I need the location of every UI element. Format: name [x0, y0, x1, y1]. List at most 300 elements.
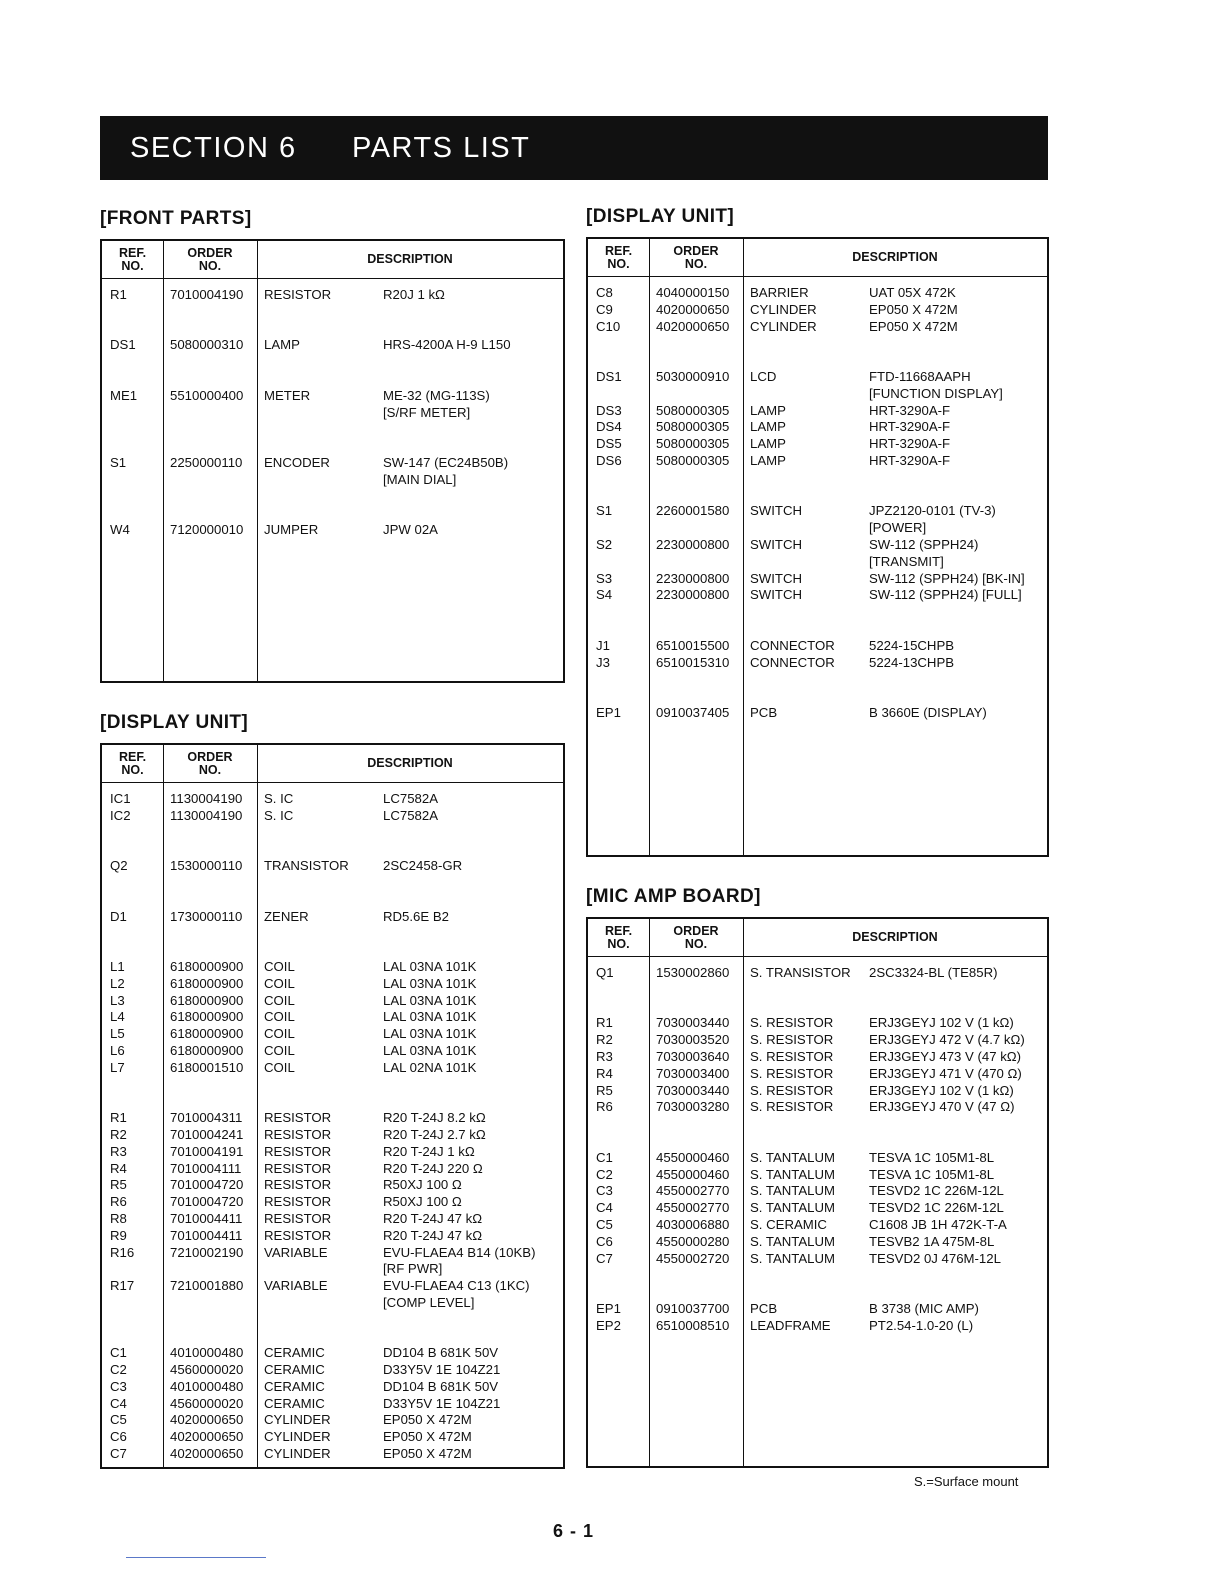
part-type-cell: S. TANTALUM [750, 1183, 835, 1199]
ref-no-cell: L4 [110, 1009, 125, 1025]
spec-cell: EP050 X 472M [383, 1412, 472, 1428]
table-row [588, 1251, 1047, 1268]
table-row [102, 1261, 563, 1278]
spec-cell: HRT-3290A-F [869, 436, 951, 452]
order-no-cell: 6180000900 [170, 992, 244, 1008]
ref-no-cell: R4 [110, 1160, 127, 1176]
spec-cell: ERJ3GEYJ 472 V (4.7 kΩ) [869, 1032, 1025, 1048]
front-parts-title: [FRONT PARTS] [100, 208, 252, 229]
table-row [588, 520, 1047, 537]
part-type-cell: PCB [750, 704, 778, 720]
ref-no-cell: C1 [110, 1345, 127, 1361]
part-type-cell: CERAMIC [264, 1362, 325, 1378]
table-row [102, 1429, 563, 1446]
order-no-cell: 5080000305 [656, 452, 730, 468]
row-spacer [588, 470, 1047, 487]
order-no-cell: 7210001880 [170, 1278, 244, 1294]
section-banner [100, 116, 1048, 180]
order-header-line1: ORDER [673, 243, 719, 258]
ref-no-cell: C5 [596, 1216, 613, 1232]
spec-cell: PT2.54-1.0-20 (L) [869, 1317, 974, 1333]
ref-no-cell: L5 [110, 1026, 125, 1042]
table-body [588, 285, 1047, 722]
part-type-cell: VARIABLE [264, 1278, 328, 1294]
row-spacer [588, 1267, 1047, 1284]
part-type-cell: COIL [264, 992, 295, 1008]
order-no-header [163, 241, 257, 278]
description-header-label: DESCRIPTION [367, 252, 453, 266]
spec-cell: HRT-3290A-F [869, 452, 951, 468]
ref-no-header [102, 745, 163, 782]
order-no-cell: 4550002770 [656, 1200, 730, 1216]
table-row [102, 976, 563, 993]
order-no-cell: 4560000020 [170, 1362, 244, 1378]
table-row [588, 386, 1047, 403]
table-body [102, 287, 563, 539]
table-row [588, 319, 1047, 336]
order-no-cell: 4020000650 [170, 1429, 244, 1445]
row-spacer [102, 354, 563, 371]
order-no-cell: 7030003640 [656, 1048, 730, 1064]
part-type-cell: LAMP [750, 419, 786, 435]
ref-no-header [588, 239, 649, 276]
part-type-cell: CONNECTOR [750, 654, 835, 670]
ref-no-header [588, 919, 649, 956]
spec-cell: 2SC2458-GR [383, 858, 463, 874]
row-spacer [588, 1116, 1047, 1133]
spec-cell: TESVB2 1A 475M-8L [869, 1233, 995, 1249]
part-type-cell: VARIABLE [264, 1244, 328, 1260]
order-no-cell: 6510008510 [656, 1317, 730, 1333]
table-row [102, 909, 563, 926]
order-no-cell: 6510015310 [656, 654, 730, 670]
ref-header-line1: REF. [118, 749, 147, 764]
display-unit-left-table [100, 743, 565, 1469]
spec-cell: ERJ3GEYJ 102 V (1 kΩ) [869, 1015, 1014, 1031]
table-row [588, 1049, 1047, 1066]
section-title: PARTS LIST [352, 131, 531, 164]
order-no-cell: 4550000460 [656, 1166, 730, 1182]
ref-header-line1: REF. [118, 245, 147, 260]
spec-cell: TESVA 1C 105M1-8L [869, 1149, 995, 1165]
spec-cell: LAL 03NA 101K [383, 1042, 477, 1058]
order-no-cell: 4550000280 [656, 1233, 730, 1249]
part-type-cell: S. TANTALUM [750, 1149, 835, 1165]
order-no-cell: 6180000900 [170, 975, 244, 991]
table-row [588, 655, 1047, 672]
ref-header-line2: NO. [607, 256, 630, 271]
part-type-cell: SWITCH [750, 503, 803, 519]
description-header-label: DESCRIPTION [852, 250, 938, 264]
spec-cell: [MAIN DIAL] [383, 471, 457, 487]
order-no-cell: 4020000650 [656, 301, 730, 317]
order-no-cell: 4030006880 [656, 1216, 730, 1232]
order-no-cell: 7210002190 [170, 1244, 244, 1260]
order-no-cell: 6510015500 [656, 637, 730, 653]
order-no-cell: 4020000650 [656, 318, 730, 334]
order-no-cell: 6180000900 [170, 1009, 244, 1025]
order-header-line1: ORDER [187, 749, 233, 764]
spec-cell: DD104 B 681K 50V [383, 1378, 499, 1394]
row-spacer [102, 925, 563, 942]
spec-cell: TESVD2 0J 476M-12L [869, 1250, 1001, 1266]
part-type-cell: COIL [264, 1026, 295, 1042]
spec-cell: UAT 05X 472K [869, 285, 956, 300]
section-number: SECTION 6 [130, 131, 297, 164]
ref-no-cell: J1 [596, 637, 610, 653]
table-row [588, 1183, 1047, 1200]
order-no-cell: 0910037405 [656, 704, 730, 720]
ref-no-cell: EP2 [596, 1317, 621, 1333]
part-type-cell: METER [264, 387, 311, 403]
table-row [102, 1245, 563, 1262]
row-spacer [102, 875, 563, 892]
order-header-line2: NO. [684, 256, 708, 271]
spec-cell: EVU-FLAEA4 C13 (1KC) [383, 1278, 530, 1294]
order-no-cell: 6180001510 [170, 1059, 244, 1075]
display-unit-right-title: [DISPLAY UNIT] [586, 206, 735, 227]
ref-no-cell: R2 [110, 1126, 127, 1142]
table-row [102, 1295, 563, 1312]
ref-no-cell: ME1 [110, 387, 138, 403]
spec-cell: TESVD2 1C 226M-12L [869, 1200, 1004, 1216]
order-no-cell: 7030003440 [656, 1015, 730, 1031]
ref-no-header [102, 241, 163, 278]
table-header [588, 239, 1047, 277]
table-row [588, 1301, 1047, 1318]
order-no-cell: 7010004411 [170, 1210, 243, 1226]
table-row [588, 1083, 1047, 1100]
ref-no-cell: C2 [596, 1166, 613, 1182]
row-spacer [102, 1312, 563, 1329]
ref-no-cell: C7 [596, 1250, 613, 1266]
ref-no-cell: R2 [596, 1032, 613, 1048]
ref-no-cell: L7 [110, 1059, 125, 1075]
order-no-cell: 7030003280 [656, 1099, 730, 1115]
front-parts-table [100, 239, 565, 683]
part-type-cell: ZENER [264, 908, 309, 924]
order-no-header [649, 919, 743, 956]
ref-no-cell: R16 [110, 1244, 135, 1260]
order-no-cell: 1130004190 [170, 807, 243, 823]
order-no-cell: 0910037700 [656, 1300, 730, 1316]
table-header [102, 745, 563, 783]
ref-no-cell: R17 [110, 1278, 135, 1294]
order-no-cell: 4010000480 [170, 1378, 244, 1394]
part-type-cell: CERAMIC [264, 1378, 325, 1394]
order-no-cell: 7010004111 [170, 1160, 242, 1176]
part-type-cell: COIL [264, 975, 295, 991]
table-row [102, 1009, 563, 1026]
part-type-cell: TRANSISTOR [264, 858, 349, 874]
part-type-cell: S. IC [264, 791, 294, 806]
order-no-cell: 5510000400 [170, 387, 244, 403]
table-row [588, 1167, 1047, 1184]
order-header-line1: ORDER [187, 245, 233, 260]
description-header [743, 239, 1047, 276]
order-no-cell: 1130004190 [170, 791, 243, 806]
order-no-cell: 2260001580 [656, 503, 730, 519]
table-row [588, 965, 1047, 982]
ref-header-line1: REF. [604, 923, 633, 938]
spec-cell: R20 T-24J 220 Ω [383, 1160, 483, 1176]
part-type-cell: COIL [264, 1059, 295, 1075]
order-no-cell: 7010004241 [170, 1126, 244, 1142]
spec-cell: EP050 X 472M [869, 301, 958, 317]
table-row [102, 1446, 563, 1463]
spec-cell: ME-32 (MG-113S) [383, 387, 490, 403]
part-type-cell: RESISTOR [264, 1177, 332, 1193]
ref-no-cell: R6 [110, 1194, 127, 1210]
row-spacer [588, 671, 1047, 688]
table-row [588, 1318, 1047, 1335]
ref-no-cell: R6 [596, 1099, 613, 1115]
part-type-cell: RESISTOR [264, 1160, 332, 1176]
row-spacer [588, 982, 1047, 999]
ref-no-cell: Q2 [110, 858, 128, 874]
order-header-line2: NO. [198, 258, 222, 273]
ref-no-cell: DS3 [596, 402, 622, 418]
ref-no-cell: DS5 [596, 436, 622, 452]
table-row [588, 1200, 1047, 1217]
divider [126, 1557, 266, 1558]
table-row [102, 1362, 563, 1379]
table-row [102, 1379, 563, 1396]
row-spacer [102, 825, 563, 842]
order-no-cell: 4550000460 [656, 1149, 730, 1165]
spec-cell: LAL 02NA 101K [383, 1059, 477, 1075]
spec-cell: EP050 X 472M [383, 1446, 472, 1462]
spec-cell: HRS-4200A H-9 L150 [383, 337, 511, 353]
ref-no-cell: C6 [596, 1233, 613, 1249]
ref-header-line1: REF. [604, 243, 633, 258]
order-no-cell: 7010004720 [170, 1177, 244, 1193]
order-no-cell: 4020000650 [170, 1446, 244, 1462]
table-body [102, 791, 563, 1463]
ref-no-cell: Q1 [596, 965, 614, 980]
order-no-cell: 7010004720 [170, 1194, 244, 1210]
spec-cell: LAL 03NA 101K [383, 992, 477, 1008]
ref-no-cell: L2 [110, 975, 125, 991]
row-spacer [102, 942, 563, 959]
spec-cell: EP050 X 472M [383, 1429, 472, 1445]
order-no-cell: 2230000800 [656, 587, 730, 603]
order-no-cell: 4040000150 [656, 285, 730, 300]
order-header-line2: NO. [684, 936, 708, 951]
spec-cell: [S/RF METER] [383, 404, 471, 420]
row-spacer [102, 841, 563, 858]
order-no-cell: 4560000020 [170, 1395, 244, 1411]
part-type-cell: S. CERAMIC [750, 1216, 827, 1232]
ref-no-cell: C6 [110, 1429, 127, 1445]
row-spacer [102, 1093, 563, 1110]
order-no-cell: 1530002860 [656, 965, 730, 980]
spec-cell: 5224-13CHPB [869, 654, 955, 670]
row-spacer [588, 1133, 1047, 1150]
spec-cell: B 3738 (MIC AMP) [869, 1300, 979, 1316]
table-row [102, 808, 563, 825]
table-body [588, 965, 1047, 1335]
part-type-cell: S. RESISTOR [750, 1082, 834, 1098]
mic-amp-board-title: [MIC AMP BOARD] [586, 886, 761, 907]
description-header [743, 919, 1047, 956]
part-type-cell: PCB [750, 1300, 778, 1316]
spec-cell: [RF PWR] [383, 1261, 443, 1277]
spec-cell: DD104 B 681K 50V [383, 1345, 499, 1361]
ref-no-cell: C3 [110, 1378, 127, 1394]
spec-cell: D33Y5V 1E 104Z21 [383, 1362, 501, 1378]
table-row [102, 1026, 563, 1043]
spec-cell: 5224-15CHPB [869, 637, 955, 653]
order-header-line1: ORDER [673, 923, 719, 938]
table-row [102, 1345, 563, 1362]
ref-no-cell: R3 [110, 1143, 127, 1159]
row-spacer [102, 1077, 563, 1094]
table-row [588, 453, 1047, 470]
order-no-cell: 6180000900 [170, 1042, 244, 1058]
ref-no-cell: R3 [596, 1048, 613, 1064]
table-row [588, 285, 1047, 302]
row-spacer [102, 421, 563, 438]
table-row [588, 1032, 1047, 1049]
order-no-cell: 4020000650 [170, 1412, 244, 1428]
row-spacer [102, 1329, 563, 1346]
ref-header-line2: NO. [607, 936, 630, 951]
part-type-cell: LAMP [750, 402, 786, 418]
table-row [102, 1110, 563, 1127]
ref-no-cell: DS1 [596, 368, 622, 384]
part-type-cell: ENCODER [264, 454, 330, 470]
ref-no-cell: EP1 [596, 704, 621, 720]
order-no-cell: 7010004311 [170, 1110, 243, 1126]
ref-no-cell: R1 [110, 287, 127, 302]
spec-cell: EP050 X 472M [869, 318, 958, 334]
order-no-cell: 5080000305 [656, 402, 730, 418]
part-type-cell: SWITCH [750, 587, 803, 603]
row-spacer [102, 438, 563, 455]
table-row [588, 436, 1047, 453]
part-type-cell: S. TANTALUM [750, 1233, 835, 1249]
table-row [588, 419, 1047, 436]
spec-cell: LC7582A [383, 791, 438, 806]
spec-cell: SW-147 (EC24B50B) [383, 454, 509, 470]
ref-header-line2: NO. [121, 258, 144, 273]
spec-cell: RD5.6E B2 [383, 908, 449, 924]
order-no-cell: 2250000110 [170, 454, 243, 470]
table-row [102, 1228, 563, 1245]
ref-no-cell: R4 [596, 1065, 613, 1081]
table-row [588, 705, 1047, 722]
table-row [588, 1099, 1047, 1116]
spec-cell: HRT-3290A-F [869, 402, 951, 418]
row-spacer [588, 621, 1047, 638]
order-no-header [163, 745, 257, 782]
ref-no-cell: C4 [110, 1395, 127, 1411]
ref-no-cell: S3 [596, 570, 613, 586]
ref-no-cell: C8 [596, 285, 613, 300]
part-type-cell: CYLINDER [264, 1446, 331, 1462]
part-type-cell: RESISTOR [264, 1126, 332, 1142]
part-type-cell: CYLINDER [264, 1412, 331, 1428]
table-row [588, 1015, 1047, 1032]
table-row [588, 537, 1047, 554]
order-no-cell: 4010000480 [170, 1345, 244, 1361]
ref-no-cell: D1 [110, 908, 127, 924]
part-type-cell: CYLINDER [750, 301, 817, 317]
part-type-cell: BARRIER [750, 285, 809, 300]
part-type-cell: SWITCH [750, 570, 803, 586]
table-row [102, 1060, 563, 1077]
order-no-cell: 4550002720 [656, 1250, 730, 1266]
display-unit-right-table [586, 237, 1049, 857]
spec-cell: R20 T-24J 2.7 kΩ [383, 1126, 486, 1142]
table-row [102, 522, 563, 539]
order-no-cell: 7120000010 [170, 522, 244, 538]
table-row [102, 1211, 563, 1228]
ref-no-cell: C1 [596, 1149, 613, 1165]
ref-no-cell: C2 [110, 1362, 127, 1378]
row-spacer [102, 892, 563, 909]
ref-no-cell: C7 [110, 1446, 127, 1462]
table-row [102, 959, 563, 976]
order-no-cell: 7010004191 [170, 1143, 244, 1159]
spec-cell: R50XJ 100 Ω [383, 1194, 462, 1210]
table-row [588, 403, 1047, 420]
spec-cell: LAL 03NA 101K [383, 975, 477, 991]
order-no-cell: 5080000305 [656, 419, 730, 435]
order-no-cell: 7030003440 [656, 1082, 730, 1098]
ref-no-cell: EP1 [596, 1300, 621, 1316]
part-type-cell: COIL [264, 1042, 295, 1058]
table-row [588, 587, 1047, 604]
table-row [102, 1194, 563, 1211]
part-type-cell: S. TRANSISTOR [750, 965, 851, 980]
spec-cell: R20 T-24J 1 kΩ [383, 1143, 475, 1159]
row-spacer [588, 999, 1047, 1016]
order-no-cell: 1730000110 [170, 908, 243, 924]
part-type-cell: S. TANTALUM [750, 1166, 835, 1182]
table-row [102, 455, 563, 472]
part-type-cell: RESISTOR [264, 1143, 332, 1159]
spec-cell: TESVA 1C 105M1-8L [869, 1166, 995, 1182]
spec-cell: [FUNCTION DISPLAY] [869, 385, 1003, 401]
spec-cell: LC7582A [383, 807, 438, 823]
table-row [102, 1396, 563, 1413]
part-type-cell: RESISTOR [264, 287, 332, 302]
spec-cell: R50XJ 100 Ω [383, 1177, 462, 1193]
order-no-cell: 5080000310 [170, 337, 244, 353]
spec-cell: B 3660E (DISPLAY) [869, 704, 987, 720]
spec-cell: ERJ3GEYJ 470 V (47 Ω) [869, 1099, 1015, 1115]
part-type-cell: RESISTOR [264, 1210, 332, 1226]
ref-no-cell: R1 [110, 1110, 127, 1126]
ref-no-cell: S4 [596, 587, 613, 603]
table-row [588, 1234, 1047, 1251]
spec-cell: [TRANSMIT] [869, 553, 944, 569]
surface-mount-footnote: S.=Surface mount [914, 1474, 1019, 1489]
order-no-cell: 5030000910 [656, 368, 730, 384]
spec-cell: [COMP LEVEL] [383, 1294, 475, 1310]
spec-cell: SW-112 (SPPH24) [BK-IN] [869, 570, 1025, 586]
table-row [588, 1066, 1047, 1083]
spec-cell: EVU-FLAEA4 B14 (10KB) [383, 1244, 536, 1260]
table-row [102, 993, 563, 1010]
order-no-cell: 5080000305 [656, 436, 730, 452]
row-spacer [588, 352, 1047, 369]
ref-no-cell: L1 [110, 958, 125, 974]
table-row [102, 388, 563, 405]
row-spacer [588, 604, 1047, 621]
